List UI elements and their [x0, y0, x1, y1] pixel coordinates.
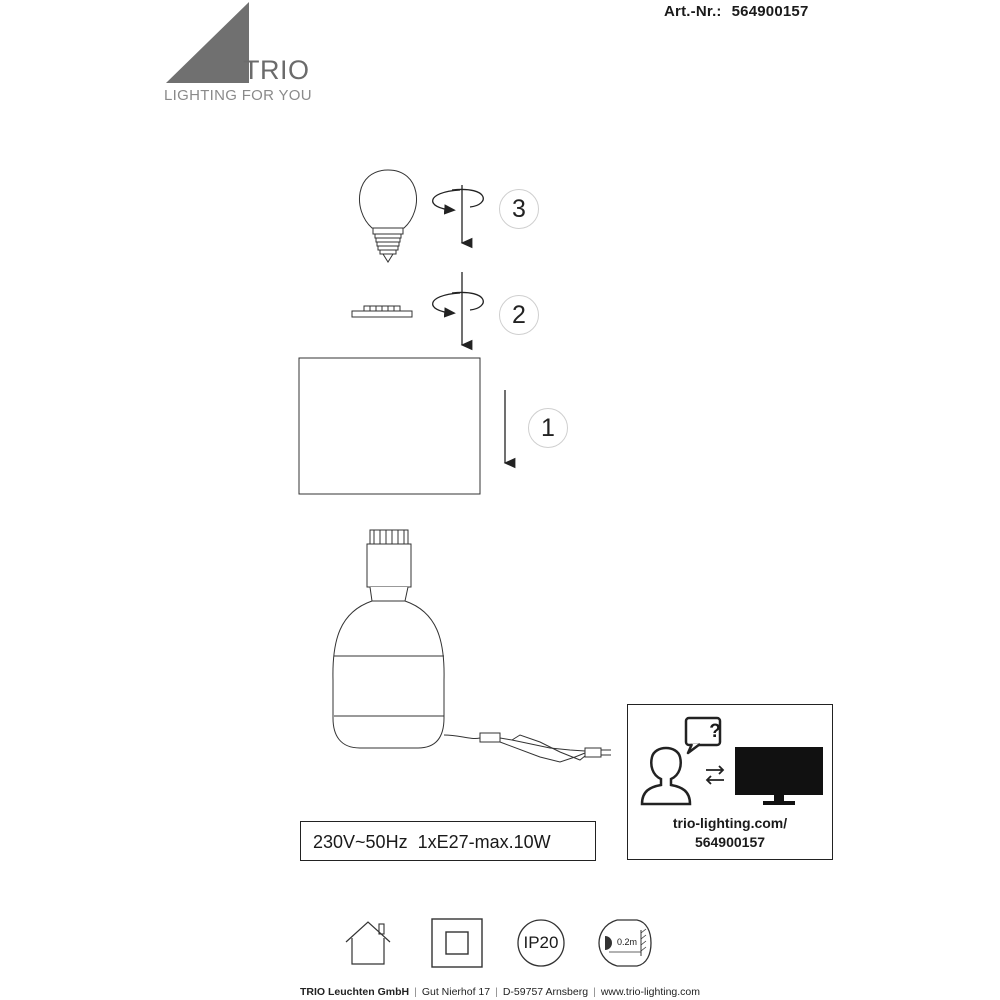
step-3-number: 3 — [499, 189, 539, 229]
rotate-arrow-3-icon — [433, 185, 484, 243]
ip-rating-icon — [516, 918, 566, 968]
footer-company: TRIO Leuchten GmbH — [299, 986, 410, 998]
step-2-number: 2 — [499, 295, 539, 335]
footer-web[interactable]: www.trio-lighting.com — [600, 986, 701, 998]
distance-icon — [597, 918, 653, 968]
protection-class-icon — [430, 918, 486, 968]
shade-ring-icon — [352, 306, 412, 317]
brand-tagline: LIGHTING FOR YOU — [164, 87, 312, 104]
indoor-use-icon — [342, 918, 397, 968]
electrical-spec — [300, 821, 596, 861]
power-cable-icon — [444, 733, 611, 762]
voltage-spec: 230V~50Hz — [313, 832, 408, 852]
lampshade-icon — [299, 358, 480, 494]
step-1-number: 1 — [528, 408, 568, 448]
bulb-spec: 1xE27-max.10W — [417, 832, 551, 852]
ip-rating-text: IP20 — [523, 933, 559, 952]
online-help-box — [627, 704, 833, 860]
rotate-arrow-2-icon — [433, 272, 484, 345]
monitor-icon — [735, 747, 823, 805]
question-mark: ? — [709, 721, 721, 742]
swap-arrows-icon — [706, 766, 724, 784]
article-number-value: 564900157 — [731, 3, 809, 20]
article-number-label: Art.-Nr.: — [664, 3, 722, 20]
distance-text: 0.2m — [617, 937, 638, 947]
footer-address: Gut Nierhof 17 — [421, 986, 491, 998]
user-icon — [642, 748, 690, 804]
bulb-icon — [359, 170, 416, 262]
help-url-line1: trio-lighting.com/ — [672, 815, 788, 831]
brand-name: TRIO — [243, 55, 310, 85]
lamp-base-icon — [333, 530, 444, 748]
help-url-line2: 564900157 — [694, 834, 766, 850]
footer-city: D-59757 Arnsberg — [502, 986, 589, 998]
footer: TRIO Leuchten GmbH | Gut Nierhof 17 | D-59757 Arnsberg | www.trio-lighting.com — [299, 986, 701, 998]
